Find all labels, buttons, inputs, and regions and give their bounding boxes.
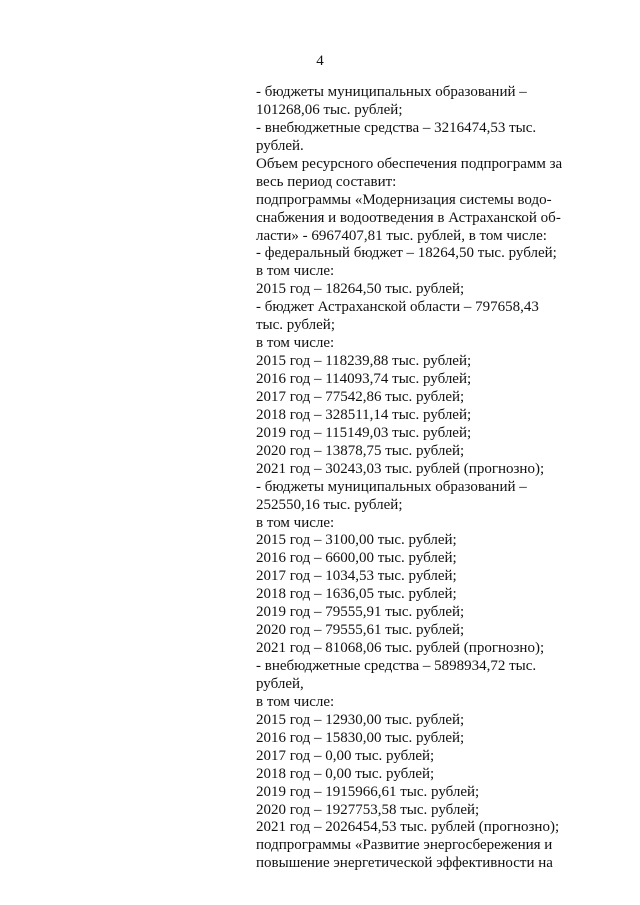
text-line: 2018 год – 1636,05 тыс. рублей;: [256, 586, 457, 603]
text-line: 2016 год – 6600,00 тыс. рублей;: [256, 550, 457, 567]
text-line: - внебюджетные средства – 5898934,72 тыс.: [256, 658, 537, 674]
text-line: 2020 год – 1927753,58 тыс. рублей;: [256, 801, 480, 818]
text-line: 2015 год – 3100,00 тыс. рублей;: [256, 532, 457, 549]
text-line: 101268,06 тыс. рублей;: [256, 101, 403, 118]
text-line: в том числе:: [256, 335, 335, 352]
text-line: весь период составит:: [256, 173, 397, 190]
text-line: 2018 год – 328511,14 тыс. рублей;: [256, 406, 472, 423]
text-line: повышение энергетической эффективности на: [256, 855, 553, 872]
text-line: снабжения и водоотведения в Астраханской об-: [256, 209, 561, 226]
text-line: - бюджеты муниципальных образований –: [256, 84, 527, 100]
text-line: рублей.: [256, 137, 304, 154]
text-line: подпрограммы «Развитие энергосбережения и: [256, 837, 553, 854]
text-line: ласти» - 6967407,81 тыс. рублей, в том числе:: [256, 227, 547, 244]
text-line: в том числе:: [256, 693, 335, 710]
text-line: 2021 год – 81068,06 тыс. рублей (прогнозно);: [256, 640, 545, 657]
text-line: - внебюджетные средства – 3216474,53 тыс.: [256, 119, 537, 136]
text-line: 2015 год – 118239,88 тыс. рублей;: [256, 353, 472, 370]
text-line: в том числе:: [256, 263, 335, 280]
page-number: 4: [316, 53, 324, 69]
text-line: - бюджет Астраханской области – 797658,43: [256, 299, 539, 316]
text-line: - бюджеты муниципальных образований –: [256, 478, 527, 495]
text-line: - федеральный бюджет – 18264,50 тыс. рублей;: [256, 245, 557, 262]
text-line: 2017 год – 0,00 тыс. рублей;: [256, 747, 435, 764]
text-line: 2021 год – 30243,03 тыс. рублей (прогнозно);: [256, 460, 545, 477]
text-line: 2021 год – 2026454,53 тыс. рублей (прогнозно);: [256, 819, 560, 836]
text-line: в том числе:: [256, 514, 335, 531]
text-line: 2020 год – 13878,75 тыс. рублей;: [256, 442, 465, 459]
text-line: 2015 год – 18264,50 тыс. рублей;: [256, 281, 465, 298]
text-line: 2019 год – 1915966,61 тыс. рублей;: [256, 783, 480, 800]
text-line: 2016 год – 15830,00 тыс. рублей;: [256, 729, 465, 746]
text-line: 2017 год – 77542,86 тыс. рублей;: [256, 388, 465, 405]
document-body: [256, 84, 563, 873]
text-line: 2019 год – 79555,91 тыс. рублей;: [256, 604, 465, 621]
text-line: 2015 год – 12930,00 тыс. рублей;: [256, 711, 465, 728]
text-line: подпрограммы «Модернизация системы водо-: [256, 191, 552, 208]
text-line: 2018 год – 0,00 тыс. рублей;: [256, 765, 435, 782]
text-line: 252550,16 тыс. рублей;: [256, 496, 403, 513]
text-line: рублей,: [256, 675, 304, 692]
text-line: 2016 год – 114093,74 тыс. рублей;: [256, 371, 472, 387]
text-line: тыс. рублей;: [256, 317, 335, 334]
text-line: 2019 год – 115149,03 тыс. рублей;: [256, 424, 472, 441]
text-line: 2020 год – 79555,61 тыс. рублей;: [256, 622, 465, 639]
text-line: 2017 год – 1034,53 тыс. рублей;: [256, 568, 457, 585]
text-line: Объем ресурсного обеспечения подпрограмм за: [256, 155, 563, 172]
